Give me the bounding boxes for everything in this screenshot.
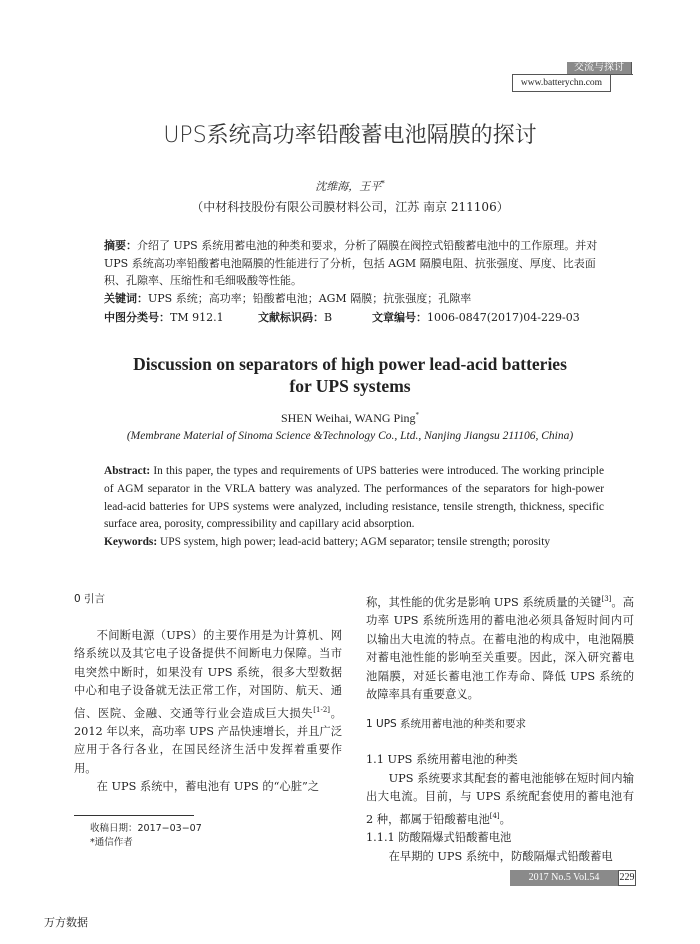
spacer [366,705,634,715]
authors-cn [0,178,700,194]
footnote-rule [74,815,194,816]
right-paragraph-1 [366,590,634,705]
abstract-cn-label: 摘要： [104,239,137,252]
spacer [74,609,342,627]
authors-cn-text: 沈维海，王平 [315,180,382,193]
received-date: 收稿日期：2017−03−07 [90,823,202,834]
article-number-label: 文章编号： [372,311,427,324]
doc-code-label: 文献标识码： [258,311,324,324]
ref-4: [4] [489,811,500,820]
abstract-cn-text: 介绍了 UPS 系统用蓄电池的种类和要求，分析了隔膜在阀控式铅酸蓄电池中的工作原理。并对 UPS 系统高功率铅酸蓄电池隔膜的性能进行了分析，包括 AGM 隔膜电阻、抗张强度、厚度、比表面积、孔隙率、压缩性和毛细吸酸等性能。 [104,239,598,287]
wanfang-watermark: 万方数据 [44,916,88,929]
abstract-cn [104,237,604,290]
section-0-heading: 0 引言 [74,593,106,605]
corresponding-author: *通信作者 [90,837,133,848]
issue-label: 2017 No.5 Vol.54 [510,870,618,886]
article-number-value: 1006-0847(2017)04-229-03 [427,311,580,324]
ref-1-2: [1-2] [313,705,331,714]
doc-code [258,309,332,325]
keywords-cn [104,290,604,308]
classification [104,309,224,325]
left-column [74,590,342,797]
subsection-1-1-1: 1.1.1 防酸隔爆式铅酸蓄电池 [366,831,512,845]
article-number [372,309,580,325]
keywords-en-label: Keywords: [104,536,158,549]
right-p2-text: UPS 系统要求其配套的蓄电池能够在短时间内输出大电流。目前，与 UPS 系统配套使用的蓄电池有 2 种，都属于铅酸蓄电池 [366,771,634,826]
affiliation-en: (Membrane Material of Sinoma Science &Technology Co., Ltd., Nanjing Jiangsu 211106, China) [126,430,574,442]
affiliation-cn: （中材科技股份有限公司膜材料公司，江苏 南京 211106） [191,200,509,214]
author-mark-en: * [415,411,420,419]
title-cn: UPS系统高功率铅酸蓄电池隔膜的探讨 [163,123,537,148]
spacer [366,733,634,751]
right-paragraph-3: 在早期的 UPS 系统中，防酸隔爆式铅酸蓄电 [388,849,613,863]
header-rule [609,74,633,75]
subsection-1-1: 1.1 UPS 系统用蓄电池的种类 [366,753,518,767]
intro-p1-text-a: 不间断电源（UPS）的主要作用是为计算机、网络系统以及其它电子设备提供不间断电力保障。当市电突然中断时，如果没有 UPS 系统，很多大型数据中心和电子设备就无法正常工作，对国防、航天、通信、医院、金融、交通等行业会造成巨大损失 [74,628,342,720]
right-p1-text-b: 。高功率 UPS 系统所选用的蓄电池必须具备短时间内可以输出大电流的特点。在蓄电池的构成中，电池隔膜对蓄电池性能的影响至关重要。因此，深入研究蓄电池隔膜，对延长蓄电池工作寿命、降低 UPS 系统的故障率具有重要意义。 [366,595,634,702]
page-number: 229 [618,870,636,886]
classification-label: 中图分类号： [104,311,170,324]
abstract-en-text: In this paper, the types and requirements of UPS batteries were introduced. The working principle of AGM separator in the VRLA battery was analyzed. The performances of the separators for high-power lead-acid batteries for UPS systems were analyzed, including resistance, tensile strength, thickness, specific surface area, porosity, compressibility and capillary acid absorption. [104,465,604,531]
intro-paragraph-1 [74,627,342,779]
journal-url: www.batterychn.com [512,74,611,92]
column-label: 交流与探讨 [567,62,631,74]
author-mark: * [381,179,385,188]
keywords-cn-label: 关键词： [104,291,148,305]
doc-code-value: B [324,311,333,324]
footnotes [90,822,202,850]
right-p1-text-a: 称，其性能的优劣是影响 UPS 系统质量的关键 [366,595,602,609]
keywords-en-text: UPS system, high power; lead-acid battery; AGM separator; tensile strength; porosity [157,536,551,549]
title-en: Discussion on separators of high power lead-acid batteries for UPS systems [133,354,567,396]
keywords-cn-text: UPS 系统；高功率；铅酸蓄电池；AGM 隔膜；抗张强度；孔隙率 [148,291,472,305]
ref-3: [3] [601,595,612,603]
authors-en [0,411,700,426]
keywords-en [104,534,604,552]
section-1-heading: 1 UPS 系统用蓄电池的种类和要求 [366,717,527,730]
abstract-en-label: Abstract: [104,465,151,477]
abstract-en-block [104,463,604,552]
intro-paragraph-2: 在 UPS 系统中，蓄电池有 UPS 的“心脏”之 [96,780,320,794]
intro-p1-text-b: 。2012 年以来，高功率 UPS 产品快速增长，并且广泛应用于各行各业，在国民经济生活中发挥着重要作用。 [74,706,342,775]
header-rule-vertical [631,62,632,75]
classification-value: TM 912.1 [170,311,224,324]
authors-en-text: SHEN Weihai, WANG Ping [280,411,416,425]
right-column [366,590,634,866]
right-paragraph-2 [366,770,634,829]
abstract-cn-block [104,237,604,307]
right-p2-end: 。 [499,812,511,826]
abstract-en [104,463,604,534]
